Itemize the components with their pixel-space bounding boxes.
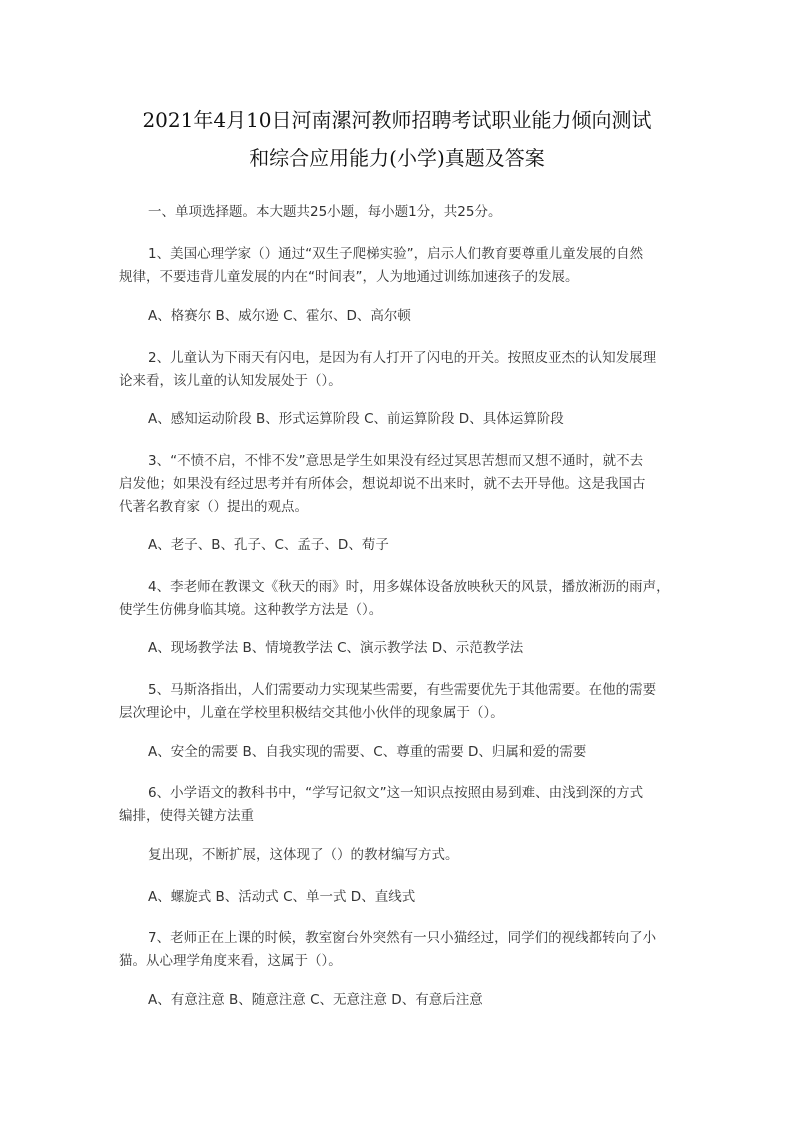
text-line: 复出现，不断扩展，这体现了（）的教材编写方式。 bbox=[148, 847, 459, 863]
document-title-line-2: 和综合应用能力(小学)真题及答案 bbox=[249, 146, 545, 170]
text-line: 2、儿童认为下雨天有闪电，是因为有人打开了闪电的开关。按照皮亚杰的认知发展理 bbox=[148, 350, 657, 366]
section-heading-text: 一、单项选择题。本大题共25小题，每小题1分，共25分。 bbox=[148, 204, 502, 220]
text-line: 规律，不要违背儿童发展的内在“时间表”，人为地通过训练加速孩子的发展。 bbox=[119, 269, 579, 285]
text-line: A、现场教学法 B、情境教学法 C、演示教学法 D、示范教学法 bbox=[148, 640, 524, 656]
text-line: A、老子、B、孔子、C、孟子、D、荀子 bbox=[148, 537, 389, 553]
text-line: 层次理论中，儿童在学校里积极结交其他小伙伴的现象属于（）。 bbox=[119, 705, 504, 721]
text-line: 1、美国心理学家（）通过“双生子爬梯实验”，启示人们教育要尊重儿童发展的自然 bbox=[148, 246, 644, 262]
question-7 bbox=[119, 927, 684, 973]
question-6-continued bbox=[119, 844, 684, 867]
text-line: A、感知运动阶段 B、形式运算阶段 C、前运算阶段 D、具体运算阶段 bbox=[148, 411, 564, 427]
text-line: A、螺旋式 B、活动式 C、单一式 D、直线式 bbox=[148, 889, 416, 905]
text-line: 7、老师正在上课的时候，教室窗台外突然有一只小猫经过，同学们的视线都转向了小 bbox=[148, 930, 657, 946]
question-3 bbox=[119, 450, 684, 519]
question-5 bbox=[119, 679, 684, 725]
document-title-line-1: 2021年4月10日河南漯河教师招聘考试职业能力倾向测试 bbox=[142, 108, 652, 132]
text-line: 论来看，该儿童的认知发展处于（）。 bbox=[119, 373, 342, 389]
text-line: 5、马斯洛指出，人们需要动力实现某些需要，有些需要优先于其他需要。在他的需要 bbox=[148, 682, 657, 698]
text-line: 编排，使得关键方法重 bbox=[119, 808, 254, 824]
question-2 bbox=[119, 347, 684, 393]
text-line: 6、小学语文的教科书中，“学写记叙文”这一知识点按照由易到难、由浅到深的方式 bbox=[148, 785, 644, 801]
options-7 bbox=[119, 989, 684, 1012]
text-line: 猫。从心理学角度来看，这属于（）。 bbox=[119, 953, 342, 969]
text-line: A、有意注意 B、随意注意 C、无意注意 D、有意后注意 bbox=[148, 992, 483, 1008]
options-5 bbox=[119, 741, 684, 764]
text-line: 代著名教育家（）提出的观点。 bbox=[119, 499, 308, 515]
options-3 bbox=[119, 534, 684, 557]
question-4 bbox=[119, 576, 684, 622]
options-2 bbox=[119, 408, 684, 431]
question-6 bbox=[119, 782, 684, 828]
text-line: A、安全的需要 B、自我实现的需要、C、尊重的需要 D、归属和爱的需要 bbox=[148, 744, 587, 760]
section-heading bbox=[119, 201, 684, 224]
text-line: A、格赛尔 B、威尔逊 C、霍尔、D、高尔顿 bbox=[148, 308, 411, 324]
text-line: 3、“不愤不启，不悱不发”意思是学生如果没有经过冥思苦想而又想不通时，就不去 bbox=[148, 453, 644, 469]
text-line: 使学生仿佛身临其境。这种教学方法是（）。 bbox=[119, 602, 383, 618]
text-line: 启发他；如果没有经过思考并有所体会，想说却说不出来时，就不去开导他。这是我国古 bbox=[119, 476, 646, 492]
options-6 bbox=[119, 886, 684, 909]
options-1 bbox=[119, 305, 684, 328]
options-4 bbox=[119, 637, 684, 660]
question-1 bbox=[119, 243, 684, 289]
text-line: 4、李老师在教课文《秋天的雨》时，用多媒体设备放映秋天的风景，播放淅沥的雨声， bbox=[148, 579, 670, 595]
